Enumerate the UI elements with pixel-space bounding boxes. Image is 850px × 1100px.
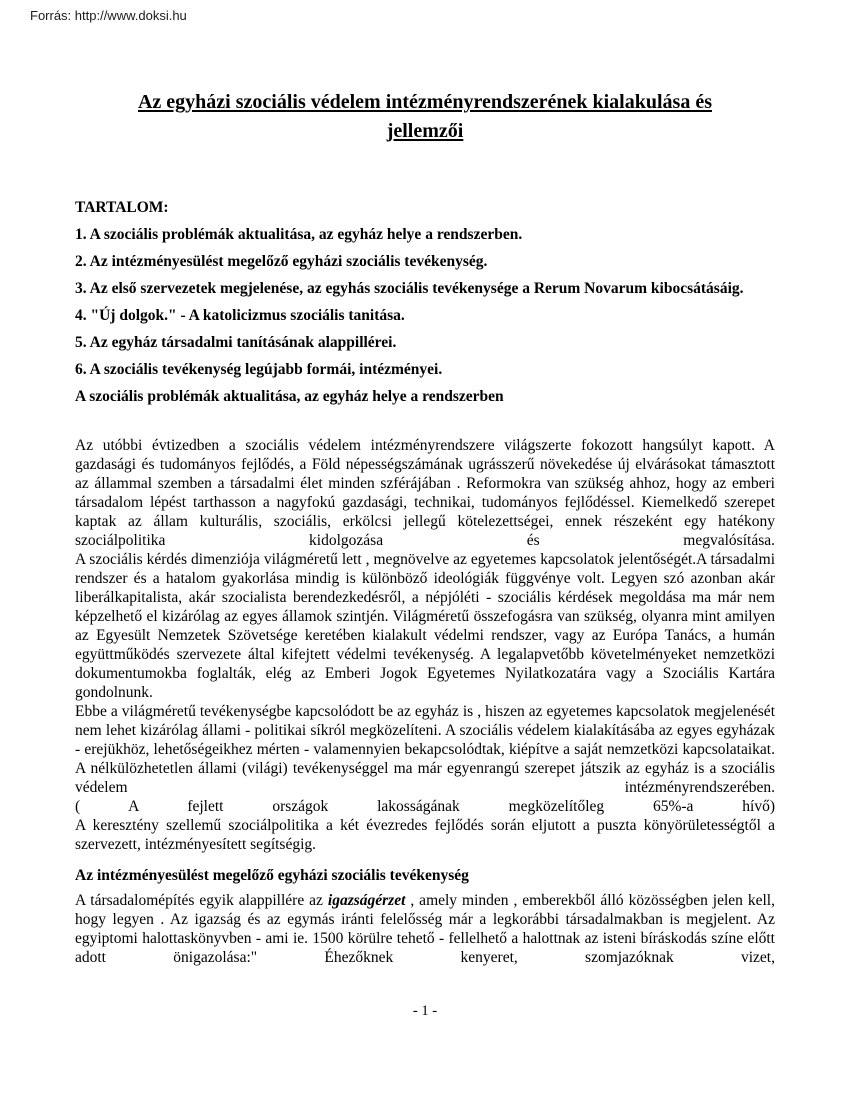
- body-paragraph-2: [75, 891, 775, 967]
- toc-item: 5. Az egyház társadalmi tanításának alappillérei.: [75, 334, 397, 351]
- paragraph-block: Az utóbbi évtizedben a szociális védelem intézményrendszere világszerte fokozott hangsúlyt kapott. A gazdasági és tudományos fejlődés, a Föld népességszámának ugrásszerű növekedése új elvárásokat támasztott az állammal szemben a társadalmi élet minden szférájában . Reformokra van szükség ahhoz, hogy az emberi társadalom lépést tarthasson a nagyfokú gazdasági, technikai, tudományos fejlődéssel. Kiemelkedő szerepet kaptak az állam kulturális, szociális, erkölcsi jellegű kötelezettségei, ennek részeként egy hatékony szociálpolitika kidolgozása és megvalósítása.: [75, 437, 775, 549]
- page-content: [75, 0, 775, 967]
- paragraph-block: Ebbe a világméretű tevékenységbe kapcsolódott be az egyház is , hiszen az egyetemes kapcsolatok megjelenését nem lehet kizárólag állami - politikai síkról megközelíteni. A szociális védelem kialakításába az egyes egyházak - erejükhöz, lehetőségeikhez mérten - valamennyien bekapcsolódtak, kiépítve a saját nemzetközi kapcsolataikat. A nélkülözhetetlen állami (világi) tevékenységgel ma már egyenrangú szerepet játszik az egyház is a szociális védelem intézményrendszerében.: [75, 703, 775, 796]
- toc-item: 2. Az intézményesülést megelőző egyházi szociális tevékenység.: [75, 253, 488, 270]
- body-paragraph-1: [75, 436, 775, 854]
- document-title: [75, 88, 775, 146]
- source-header: Forrás: http://www.doksi.hu: [30, 8, 187, 23]
- toc-item: 3. Az első szervezetek megjelenése, az egyhás szociális tevékenysége a Rerum Novarum kibocsátásáig.: [75, 280, 744, 297]
- section-heading-2: Az intézményesülést megelőző egyházi szociális tevékenység: [75, 867, 469, 884]
- paragraph-block: A keresztény szellemű szociálpolitika a két évezredes fejlődés során eljutott a puszta könyörületességtől a szervezett, intézményesített segítségig.: [75, 817, 775, 853]
- document-title-line1: Az egyházi szociális védelem intézményrendszerének kialakulása és: [137, 91, 712, 113]
- toc-label: TARTALOM:: [75, 199, 169, 216]
- paragraph-block: [75, 891, 775, 967]
- section-heading-1: A szociális problémák aktualitása, az egyház helye a rendszerben: [75, 388, 504, 405]
- toc-item: 1. A szociális problémák aktualitása, az egyház helye a rendszerben.: [75, 226, 523, 243]
- toc-item: 6. A szociális tevékenység legújabb formái, intézményei.: [75, 361, 443, 378]
- document-title-line2: jellemzői: [386, 120, 464, 142]
- paragraph-block: A szociális kérdés dimenziója világméretű lett , megnövelve az egyetemes kapcsolatok jelentőségét.A társadalmi rendszer és a hatalom gyakorlása mindig is különböző ideológiák függvénye volt. Legyen szó azonban akár liberálkapitalista, akár szocialista berendezkedésről, a népjóléti - szociális kérdések megoldása ma már nem képzelhető el kizárólag az egyes államok szintjén. Világméretű összefogásra van szükség, olyanra mint amilyen az Egyesült Nemzetek Szövetsége keretében kialakult védelmi rendszer, vagy az Európa Tanács, a humán együttműködés szervezete által kifejtett védelmi tevékenység. A legalapvetőbb követelményeket nemzetközi dokumentumokba foglalták, elég az Emberi Jogok Egyetemes Nyilatkozatára vagy a Szociális Kartára gondolnunk.: [75, 551, 775, 701]
- paragraph-block: ( A fejlett országok lakosságának megközelítőleg 65%-a hívő): [75, 798, 775, 815]
- toc-items: [75, 225, 775, 379]
- page-number: - 1 -: [412, 1003, 438, 1019]
- paragraph-text: A társadalomépítés egyik alappillére az: [75, 892, 328, 909]
- table-of-contents: [75, 198, 775, 379]
- toc-item: 4. "Új dolgok." - A katolicizmus szociális tanitása.: [75, 307, 405, 324]
- paragraph-text: , amely minden , emberekből álló közösségben jelen kell, hogy legyen . Az igazság és az egymás iránti felelősség már a legkorábbi társadalmakban is megjelent. Az egyiptomi halottaskönyvben - ami ie. 1500 körülre tehető - fellelhető a halottnak az isteni bíráskodás színe előtt adott önigazolása:" Éhezőknek kenyeret, szomjazóknak vizet,: [75, 892, 775, 966]
- emphasized-term: igazságérzet: [327, 892, 406, 909]
